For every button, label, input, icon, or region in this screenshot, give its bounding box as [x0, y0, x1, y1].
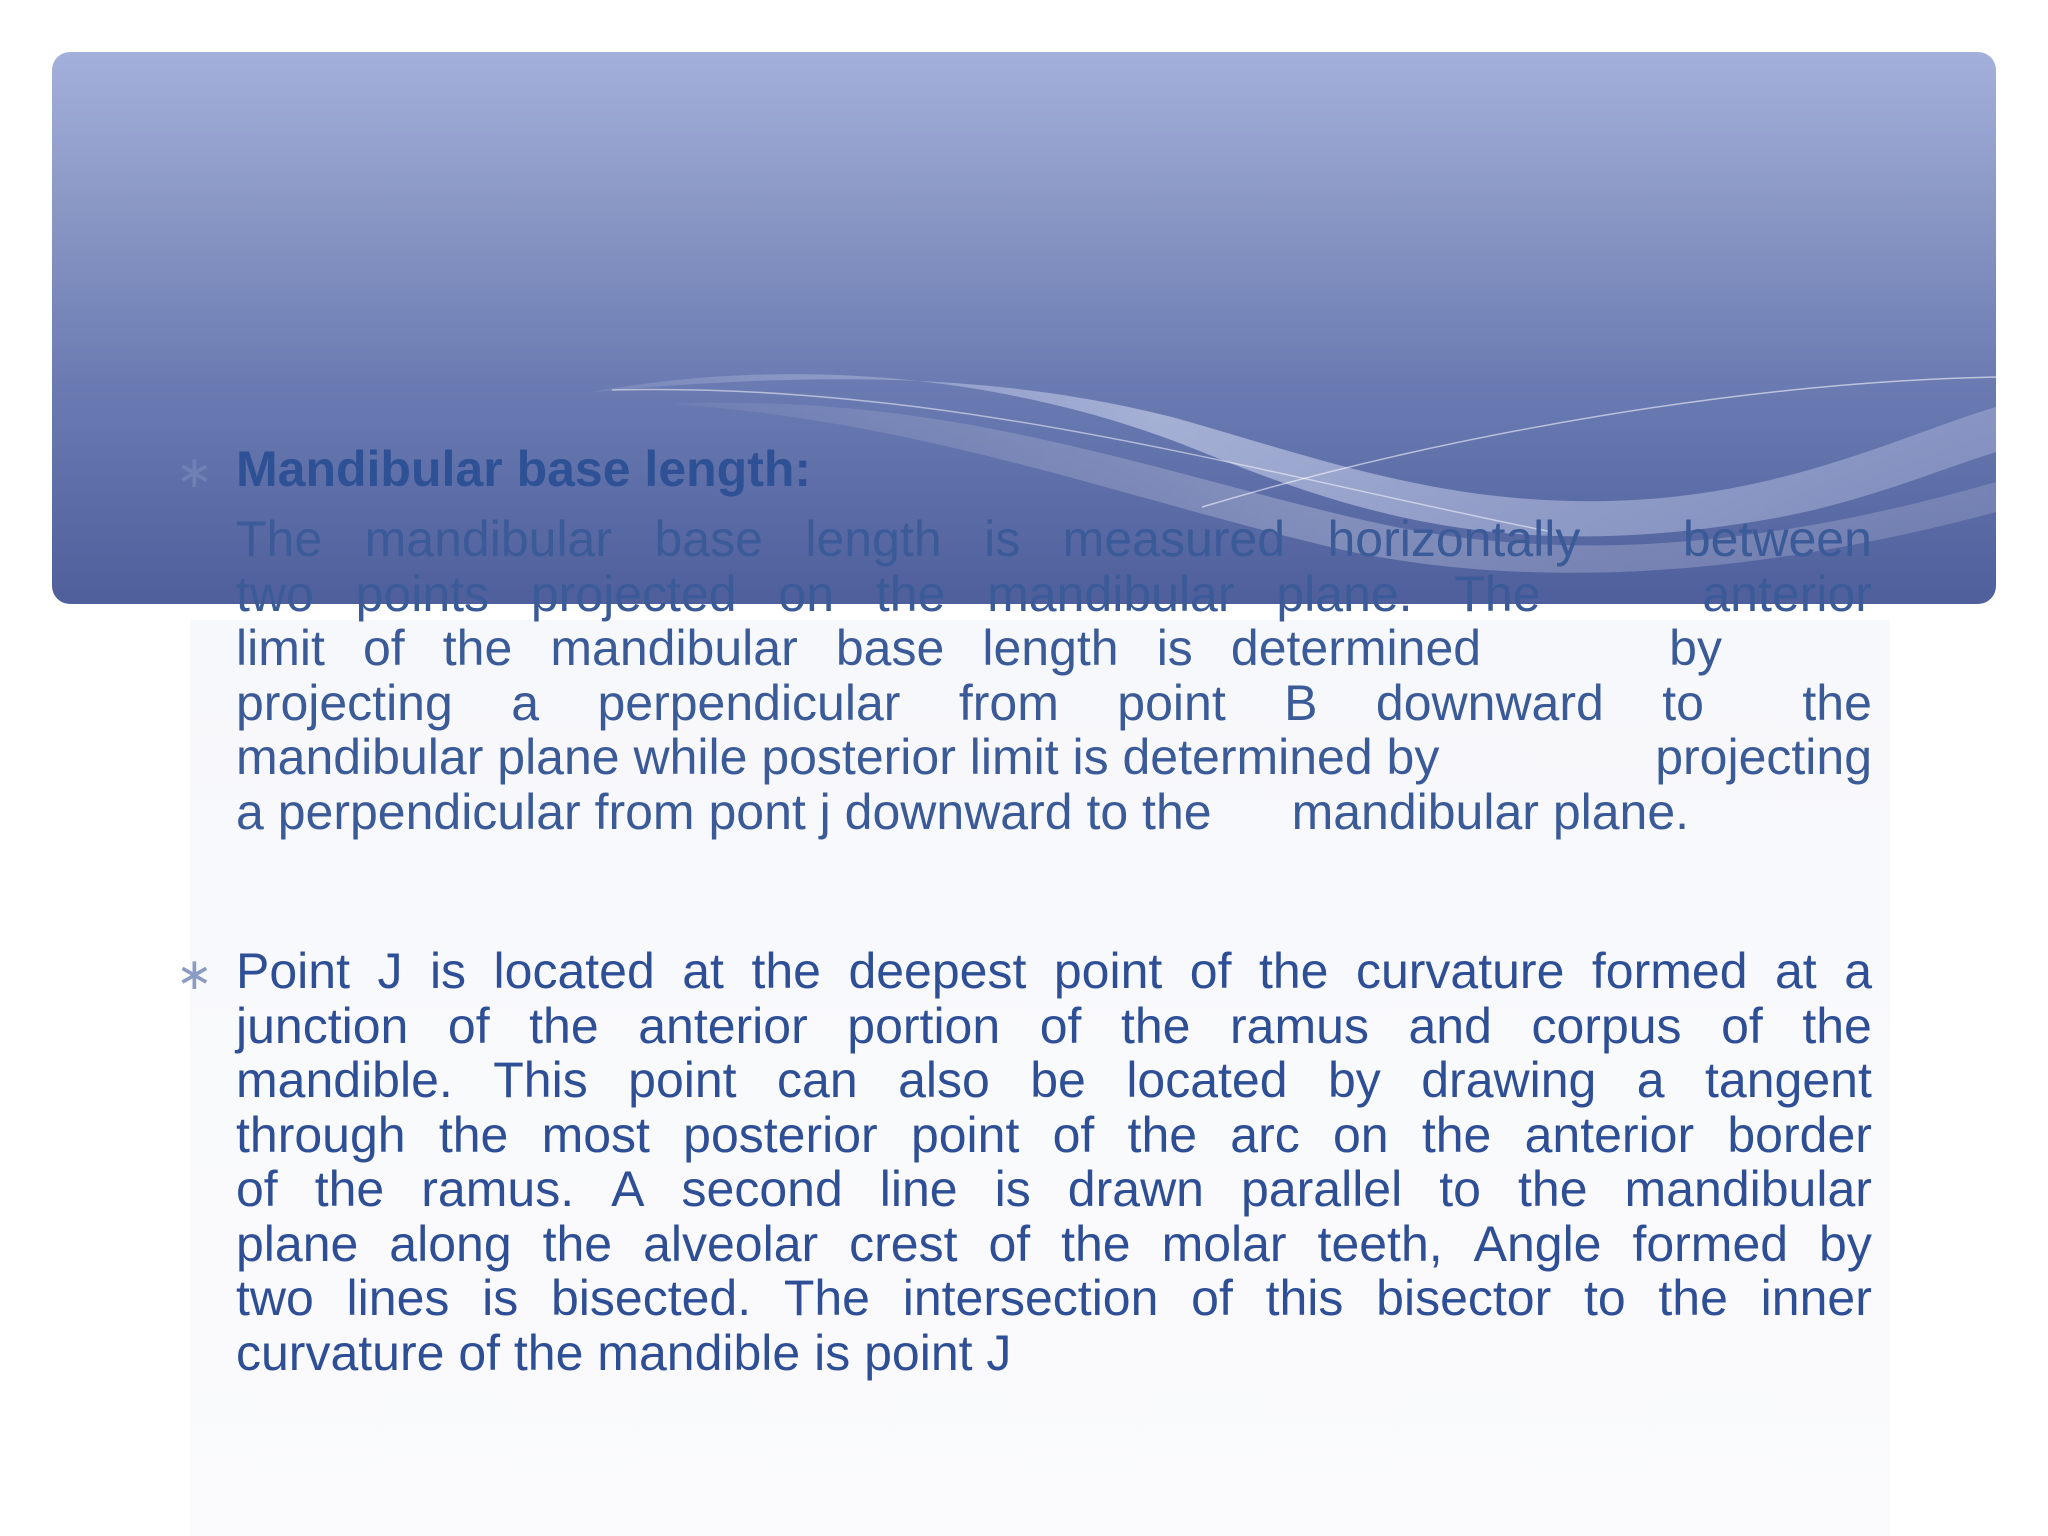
- word: the: [529, 997, 599, 1054]
- word: and: [1408, 997, 1492, 1054]
- word: bisected.: [550, 1270, 752, 1326]
- word: is: [994, 1161, 1031, 1217]
- word: through: [236, 1106, 406, 1163]
- word: point: [628, 1052, 737, 1108]
- word: plane.: [1276, 565, 1413, 622]
- word: the: [542, 1215, 613, 1272]
- word: from: [958, 674, 1059, 731]
- word: on: [1333, 1106, 1389, 1163]
- word: of: [362, 620, 405, 676]
- word: is: [429, 943, 467, 999]
- word: base: [654, 511, 763, 567]
- word: measured: [1062, 511, 1286, 567]
- word: crest: [849, 1215, 958, 1272]
- word: the: [751, 943, 821, 999]
- word: B: [1284, 674, 1318, 731]
- word: of: [447, 997, 490, 1054]
- word: formed: [1591, 943, 1748, 999]
- word: two: [236, 565, 314, 622]
- word: bisector: [1376, 1270, 1552, 1326]
- word: of: [1039, 997, 1082, 1054]
- word: arc: [1230, 1106, 1300, 1163]
- word: formed: [1632, 1215, 1789, 1272]
- word: anterior: [1702, 565, 1872, 622]
- word: the: [314, 1161, 385, 1217]
- text-line: [236, 785, 1872, 840]
- word: the: [1658, 1270, 1728, 1326]
- word: by: [1819, 1215, 1872, 1272]
- word: the: [1061, 1215, 1131, 1272]
- word: of: [1721, 997, 1763, 1054]
- word: second: [681, 1161, 843, 1217]
- word: is: [1156, 620, 1193, 676]
- word: a: [1844, 943, 1872, 999]
- word: This: [493, 1052, 588, 1108]
- word: limit: [236, 620, 325, 676]
- word: point: [1053, 943, 1163, 999]
- text-line: [236, 1217, 1872, 1272]
- word: inner: [1760, 1270, 1872, 1326]
- word: the: [1802, 674, 1872, 731]
- text-segment: mandibular plane.: [1291, 783, 1690, 840]
- word: two: [236, 1270, 314, 1326]
- word: by: [1669, 620, 1722, 676]
- word: this: [1265, 1270, 1344, 1326]
- word: the: [1518, 1161, 1588, 1217]
- word: the: [1802, 997, 1872, 1054]
- word: of: [988, 1215, 1031, 1272]
- word: of: [1191, 1270, 1233, 1326]
- word: line: [879, 1161, 958, 1217]
- text-segment: a perpendicular from pont j downward to the: [236, 783, 1212, 840]
- word: points: [355, 565, 490, 622]
- word: J: [377, 943, 403, 999]
- text-line: [236, 567, 1872, 622]
- word: located: [1126, 1052, 1288, 1108]
- word: mandibular: [987, 565, 1235, 622]
- word: also: [898, 1052, 990, 1108]
- word: most: [541, 1106, 650, 1163]
- word: can: [777, 1052, 858, 1108]
- word: lines: [346, 1270, 450, 1326]
- word: The: [1454, 565, 1541, 622]
- text-line: [236, 1271, 1872, 1326]
- text-segment: projecting: [1655, 729, 1872, 785]
- word: the: [1127, 1106, 1198, 1163]
- word: on: [778, 565, 835, 622]
- word: the: [438, 1106, 509, 1163]
- word: located: [493, 943, 655, 999]
- word: posterior: [683, 1106, 878, 1163]
- word: parallel: [1241, 1161, 1403, 1217]
- word: mandibular: [1624, 1161, 1872, 1217]
- word: teeth,: [1317, 1215, 1443, 1272]
- word: The: [783, 1270, 870, 1326]
- word: length: [982, 620, 1119, 676]
- word: the: [1421, 1106, 1492, 1163]
- word: to: [1662, 674, 1704, 731]
- bullet-marker: ∗: [176, 949, 213, 1000]
- text-line: [236, 676, 1872, 731]
- word: be: [1030, 1052, 1086, 1108]
- word: the: [1258, 943, 1329, 999]
- word: molar: [1161, 1215, 1287, 1272]
- word: projected: [530, 565, 737, 622]
- text-line: [236, 1162, 1872, 1217]
- paragraph-point-j: [236, 944, 1872, 1380]
- word: drawn: [1067, 1161, 1204, 1217]
- word: a: [1636, 1052, 1665, 1108]
- word: at: [1775, 943, 1817, 999]
- word: deepest: [848, 943, 1027, 999]
- word: along: [389, 1215, 512, 1272]
- word: mandibular: [550, 620, 798, 676]
- word: the: [442, 620, 513, 676]
- word: anterior: [1524, 1106, 1695, 1163]
- word: corpus: [1531, 997, 1682, 1054]
- word: drawing: [1421, 1052, 1597, 1108]
- word: Angle: [1473, 1215, 1602, 1272]
- paragraph-mandibular-base-length: [236, 512, 1872, 839]
- word: alveolar: [643, 1215, 819, 1272]
- bullet-marker: ∗: [176, 447, 213, 498]
- word: between: [1682, 511, 1872, 567]
- word: border: [1727, 1106, 1872, 1163]
- word: is: [984, 511, 1021, 567]
- word: perpendicular: [597, 674, 901, 731]
- word: of: [236, 1161, 278, 1217]
- word: The: [236, 511, 323, 567]
- section-heading: Mandibular base length:: [236, 441, 812, 497]
- word: horizontally: [1327, 511, 1581, 567]
- word: ramus: [1230, 997, 1369, 1054]
- word: junction: [236, 997, 409, 1054]
- text-segment: curvature of the mandible is point J: [236, 1324, 1012, 1381]
- text-line: [236, 1053, 1872, 1108]
- text-line: [236, 1326, 1872, 1381]
- word: at: [682, 943, 724, 999]
- word: length: [805, 511, 942, 567]
- word: the: [875, 565, 946, 622]
- text-line: [236, 730, 1872, 785]
- text-line: [236, 944, 1872, 999]
- word: by: [1327, 1052, 1381, 1108]
- text-line: [236, 1108, 1872, 1163]
- word: of: [1189, 943, 1232, 999]
- word: to: [1583, 1270, 1626, 1326]
- word: of: [1052, 1106, 1095, 1163]
- word: determined: [1230, 620, 1482, 676]
- text-line: [236, 621, 1872, 676]
- word: curvature: [1355, 943, 1565, 999]
- word: portion: [847, 997, 1001, 1054]
- text-line: [236, 512, 1872, 567]
- word: anterior: [638, 997, 808, 1054]
- word: a: [511, 674, 540, 731]
- word: point: [910, 1106, 1020, 1163]
- word: projecting: [236, 674, 453, 731]
- text-segment: mandibular plane while posterior limit is determined by: [236, 729, 1440, 785]
- word: mandibular: [364, 511, 613, 567]
- word: Point: [236, 943, 350, 999]
- word: base: [835, 620, 945, 676]
- word: downward: [1375, 674, 1604, 731]
- word: plane: [236, 1215, 359, 1272]
- word: mandible.: [236, 1052, 453, 1108]
- word: ramus.: [421, 1161, 575, 1217]
- word: tangent: [1705, 1052, 1872, 1108]
- word: the: [1120, 997, 1191, 1054]
- word: A: [611, 1161, 645, 1217]
- word: to: [1439, 1161, 1481, 1217]
- word: intersection: [902, 1270, 1159, 1326]
- word: point: [1117, 674, 1226, 731]
- word: is: [482, 1270, 519, 1326]
- text-line: [236, 999, 1872, 1054]
